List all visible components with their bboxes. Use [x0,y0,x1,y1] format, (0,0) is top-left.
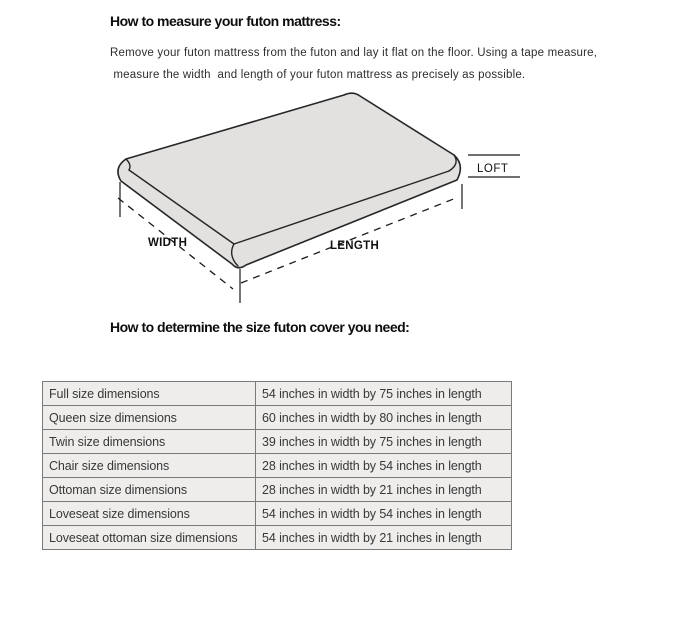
loft-dimension-label: LOFT [477,163,509,175]
size-value-cell: 28 inches in width by 21 inches in length [256,478,512,502]
size-value-cell: 39 inches in width by 75 inches in length [256,430,512,454]
measure-instructions-paragraph [110,42,597,86]
size-label-cell: Chair size dimensions [43,454,256,478]
size-value-cell: 54 inches in width by 75 inches in length [256,382,512,406]
size-label-cell: Full size dimensions [43,382,256,406]
size-label-cell: Loveseat size dimensions [43,502,256,526]
table-row [43,526,512,550]
table-row [43,430,512,454]
size-value-cell: 28 inches in width by 54 inches in length [256,454,512,478]
paragraph-line-2: measure the width and length of your futon mattress as precisely as possible. [110,69,526,81]
heading-how-to-measure: How to measure your futon mattress: [110,13,341,29]
table-row [43,502,512,526]
size-label-cell: Loveseat ottoman size dimensions [43,526,256,550]
size-label-cell: Queen size dimensions [43,406,256,430]
width-dimension-label: WIDTH [148,237,188,249]
mattress-measurement-diagram [85,85,545,315]
futon-size-dimensions-table [42,381,512,550]
length-dimension-label: LENGTH [330,240,380,252]
size-value-cell: 54 inches in width by 54 inches in length [256,502,512,526]
size-label-cell: Twin size dimensions [43,430,256,454]
heading-how-to-determine-size: How to determine the size futon cover you need: [110,319,410,335]
table-row [43,454,512,478]
size-value-cell: 60 inches in width by 80 inches in length [256,406,512,430]
table-row [43,406,512,430]
size-label-cell: Ottoman size dimensions [43,478,256,502]
size-value-cell: 54 inches in width by 21 inches in length [256,526,512,550]
paragraph-line-1: Remove your futon mattress from the futon and lay it flat on the floor. Using a tape measure, [110,47,598,59]
table-row [43,382,512,406]
table-row [43,478,512,502]
